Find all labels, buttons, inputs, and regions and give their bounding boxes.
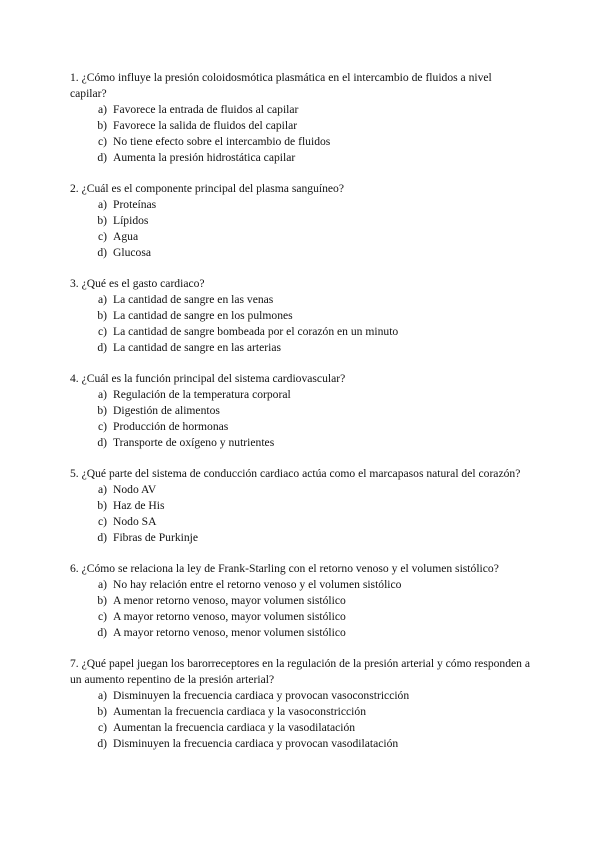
options-list bbox=[70, 688, 530, 752]
option-letter: b) bbox=[97, 404, 107, 417]
option-letter: c) bbox=[97, 230, 107, 243]
option-letter: a) bbox=[97, 483, 107, 496]
option-text: Proteínas bbox=[113, 198, 157, 211]
option-text: Nodo AV bbox=[113, 483, 157, 496]
option-text: La cantidad de sangre en las arterias bbox=[113, 341, 282, 354]
option-text: No tiene efecto sobre el intercambio de fluidos bbox=[113, 135, 331, 148]
options-list bbox=[70, 577, 530, 641]
option-letter: b) bbox=[97, 119, 107, 132]
option-text: Aumenta la presión hidrostática capilar bbox=[113, 151, 296, 164]
option-text: Producción de hormonas bbox=[113, 420, 229, 433]
option-b bbox=[70, 118, 530, 134]
options-list bbox=[70, 292, 530, 356]
option-text: A menor retorno venoso, mayor volumen sistólico bbox=[113, 594, 346, 607]
question-text: 7. ¿Qué papel juegan los barorreceptores en la regulación de la presión arterial y cómo responden a un aumento repentino de la presión arterial? bbox=[70, 657, 531, 686]
option-letter: d) bbox=[97, 151, 107, 164]
question-2 bbox=[70, 181, 530, 261]
option-text: Haz de His bbox=[113, 499, 165, 512]
option-c bbox=[70, 419, 530, 435]
option-letter: a) bbox=[97, 198, 107, 211]
option-letter: a) bbox=[97, 689, 107, 702]
option-text: La cantidad de sangre bombeada por el corazón en un minuto bbox=[113, 325, 399, 338]
option-text: Aumentan la frecuencia cardiaca y la vasoconstricción bbox=[113, 705, 367, 718]
option-a bbox=[70, 482, 530, 498]
option-text: A mayor retorno venoso, mayor volumen sistólico bbox=[113, 610, 346, 623]
option-text: Aumentan la frecuencia cardiaca y la vasodilatación bbox=[113, 721, 356, 734]
option-text: No hay relación entre el retorno venoso y el volumen sistólico bbox=[113, 578, 402, 591]
option-text: Disminuyen la frecuencia cardiaca y provocan vasoconstricción bbox=[113, 689, 410, 702]
option-d bbox=[70, 245, 530, 261]
option-letter: b) bbox=[97, 214, 107, 227]
option-text: Regulación de la temperatura corporal bbox=[113, 388, 291, 401]
option-letter: d) bbox=[97, 626, 107, 639]
option-text: La cantidad de sangre en las venas bbox=[113, 293, 274, 306]
option-letter: a) bbox=[97, 293, 107, 306]
option-letter: c) bbox=[97, 515, 107, 528]
option-c bbox=[70, 324, 530, 340]
option-letter: c) bbox=[97, 325, 107, 338]
document-page bbox=[70, 70, 530, 767]
option-c bbox=[70, 514, 530, 530]
question-text: 4. ¿Cuál es la función principal del sistema cardiovascular? bbox=[70, 372, 346, 385]
option-letter: d) bbox=[97, 436, 107, 449]
option-text: Favorece la salida de fluidos del capilar bbox=[113, 119, 298, 132]
option-letter: b) bbox=[97, 309, 107, 322]
option-d bbox=[70, 435, 530, 451]
option-a bbox=[70, 688, 530, 704]
question-6 bbox=[70, 561, 530, 641]
option-letter: d) bbox=[97, 737, 107, 750]
option-text: A mayor retorno venoso, menor volumen sistólico bbox=[113, 626, 346, 639]
option-text: Agua bbox=[113, 230, 139, 243]
option-d bbox=[70, 150, 530, 166]
option-text: Fibras de Purkinje bbox=[113, 531, 199, 544]
question-4 bbox=[70, 371, 530, 451]
option-letter: b) bbox=[97, 594, 107, 607]
question-5 bbox=[70, 466, 530, 546]
option-letter: c) bbox=[97, 610, 107, 623]
question-7 bbox=[70, 656, 530, 752]
options-list bbox=[70, 482, 530, 546]
option-text: Nodo SA bbox=[113, 515, 157, 528]
option-text: La cantidad de sangre en los pulmones bbox=[113, 309, 293, 322]
options-list bbox=[70, 387, 530, 451]
option-text: Glucosa bbox=[113, 246, 151, 259]
option-letter: b) bbox=[97, 499, 107, 512]
option-d bbox=[70, 736, 530, 752]
option-b bbox=[70, 308, 530, 324]
option-d bbox=[70, 625, 530, 641]
option-d bbox=[70, 530, 530, 546]
option-a bbox=[70, 387, 530, 403]
options-list bbox=[70, 102, 530, 166]
question-text: 6. ¿Cómo se relaciona la ley de Frank-Starling con el retorno venoso y el volumen sistólico? bbox=[70, 562, 499, 575]
option-letter: a) bbox=[97, 388, 107, 401]
option-a bbox=[70, 577, 530, 593]
option-letter: a) bbox=[97, 578, 107, 591]
question-1 bbox=[70, 70, 530, 166]
question-text: 5. ¿Qué parte del sistema de conducción cardiaco actúa como el marcapasos natural del corazón? bbox=[70, 467, 521, 480]
option-letter: d) bbox=[97, 531, 107, 544]
question-text: 2. ¿Cuál es el componente principal del plasma sanguíneo? bbox=[70, 182, 344, 195]
option-c bbox=[70, 720, 530, 736]
option-text: Transporte de oxígeno y nutrientes bbox=[113, 436, 275, 449]
option-c bbox=[70, 609, 530, 625]
question-3 bbox=[70, 276, 530, 356]
option-b bbox=[70, 403, 530, 419]
option-c bbox=[70, 229, 530, 245]
option-a bbox=[70, 292, 530, 308]
options-list bbox=[70, 197, 530, 261]
option-letter: c) bbox=[97, 721, 107, 734]
option-letter: c) bbox=[97, 420, 107, 433]
option-letter: d) bbox=[97, 246, 107, 259]
option-a bbox=[70, 197, 530, 213]
option-letter: a) bbox=[97, 103, 107, 116]
option-d bbox=[70, 340, 530, 356]
option-text: Digestión de alimentos bbox=[113, 404, 220, 417]
option-c bbox=[70, 134, 530, 150]
option-b bbox=[70, 213, 530, 229]
option-letter: d) bbox=[97, 341, 107, 354]
option-a bbox=[70, 102, 530, 118]
option-b bbox=[70, 704, 530, 720]
option-letter: c) bbox=[97, 135, 107, 148]
question-text: 1. ¿Cómo influye la presión coloidosmótica plasmática en el intercambio de fluidos a nivel capilar? bbox=[70, 71, 492, 100]
option-text: Lípidos bbox=[113, 214, 149, 227]
option-b bbox=[70, 593, 530, 609]
option-b bbox=[70, 498, 530, 514]
option-text: Favorece la entrada de fluidos al capilar bbox=[113, 103, 299, 116]
option-letter: b) bbox=[97, 705, 107, 718]
option-text: Disminuyen la frecuencia cardiaca y provocan vasodilatación bbox=[113, 737, 399, 750]
question-text: 3. ¿Qué es el gasto cardiaco? bbox=[70, 277, 205, 290]
